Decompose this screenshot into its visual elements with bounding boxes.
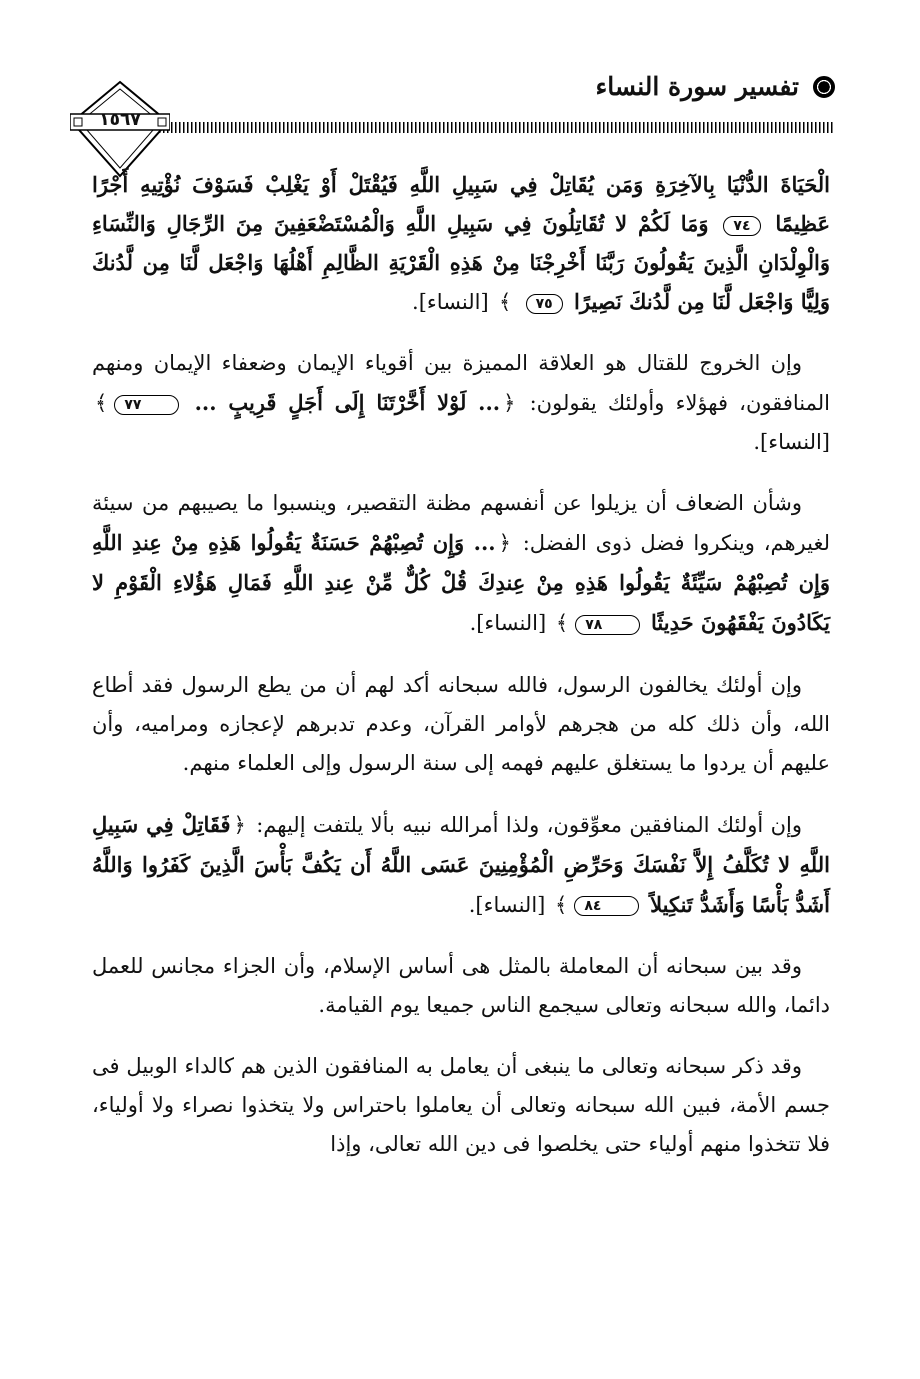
quran-verse: وَمَا لَكُمْ لا تُقَاتِلُونَ فِي سَبِيلِ اللَّهِ وَالْمُسْتَضْعَفِينَ مِنَ الرِّجَالِ وَالنِّسَاءِ وَالْوِلْدَانِ الَّذِينَ يَقُولُونَ رَبَّنَا أَخْرِجْنَا مِنْ هَذِهِ الْقَرْيَةِ الظَّالِمِ أَهْلُهَا وَاجْعَل لَّنَا مِن لَّدُنكَ وَلِيًّا وَاجْعَل لَّنَا مِن لَّدُنكَ نَصِيرًا (92, 211, 830, 315)
ayah-number-marker: ٧٤ (723, 216, 760, 236)
quran-verse: ... لَوْلا أَخَّرْتَنَا إِلَى أَجَلٍ قَرِيبٍ ... (194, 390, 501, 416)
paragraph-4 (92, 666, 830, 783)
ayah-number-marker: ٧٥ (526, 294, 563, 314)
opening-brace: ﴿ (498, 531, 511, 556)
closing-brace: ﴾ (555, 611, 569, 636)
paragraph-3 (92, 484, 830, 643)
paragraph-text: وإن أولئك يخالفون الرسول، فالله سبحانه أكد لهم أن من يطع الرسول فقد أطاع الله، وأن ذلك كله من هجرهم لأوامر القرآن، وعدم تدبرهم لإعجازه ومراميه، وأن عليهم أن يردوا ما يستغلق عليهم فهمه إلى سنة الرسول وإلى العلماء منهم. (92, 672, 830, 775)
surah-reference: [النساء]. (468, 892, 546, 917)
paragraph-1 (92, 165, 830, 322)
paragraph-text: وقد ذكر سبحانه وتعالى ما ينبغى أن يعامل به المنافقون الذين هم كالداء الوبيل فى جسم الأمة، فبين الله سبحانه وتعالى أن يعاملوا باحتراس ولا يتخذوا نصراء ولا أولياء، فلا تتخذوا منهم أولياء حتى يخلصوا فى دين الله تعالى، وإذا (92, 1053, 830, 1156)
paragraph-5 (92, 805, 830, 925)
ayah-number-marker: ٧٨ (575, 615, 640, 635)
closing-brace: ﴾ (555, 892, 568, 917)
closing-brace: ﴾ (95, 391, 108, 416)
title-row (596, 72, 835, 101)
ornament-icon (813, 76, 835, 98)
ayah-number-marker: ٨٤ (574, 896, 639, 916)
ayah-number-marker: ٧٧ (114, 395, 179, 415)
surah-reference: [النساء]. (469, 611, 547, 636)
quran-verse: فَقَاتِلْ فِي سَبِيلِ اللَّهِ لا تُكَلَّفُ إِلاَّ نَفْسَكَ وَحَرِّضِ الْمُؤْمِنِينَ عَسَى اللَّهُ أَن يَكُفَّ بَأْسَ الَّذِينَ كَفَرُوا وَاللَّهُ أَشَدُّ بَأْسًا وَأَشَدُّ تَنكِيلاً (92, 811, 830, 917)
paragraph-7 (92, 1047, 830, 1164)
surah-reference: [النساء]. (753, 430, 830, 455)
paragraph-6 (92, 947, 830, 1025)
quran-verse: الْحَيَاةَ الدُّنْيَا بِالآخِرَةِ وَمَن يُقَاتِلْ فِي سَبِيلِ اللَّهِ فَيُقْتَلْ أَوْ يَغْلِبْ فَسَوْفَ نُؤْتِيهِ أَجْرًا عَظِيمًا (92, 172, 831, 237)
opening-brace: ﴿ (503, 391, 516, 416)
page-number: ١٥٦٧ (99, 110, 141, 130)
surah-reference: [النساء]. (412, 290, 489, 315)
closing-brace: ﴾ (499, 290, 512, 315)
paragraph-text: وقد بين سبحانه أن المعاملة بالمثل هى أساس الإسلام، وأن الجزاء مجانس للعمل دائما، والله سبحانه وتعالى سيجمع الناس جميعا يوم القيامة. (92, 953, 830, 1017)
paragraph-text: وشأن الضعاف أن يزيلوا عن أنفسهم مظنة التقصير، وينسبوا ما يصيبهم من سيئة لغيرهم، وينكروا فضل ذوى الفضل: (92, 491, 830, 556)
paragraph-text: وإن أولئك المنافقين معوِّقون، ولذا أمرالله نبيه بألا يلتفت إليهم: (256, 812, 802, 837)
paragraph-text: وإن الخروج للقتال هو العلاقة المميزة بين أقوياء الإيمان وضعفاء الإيمان ومنهم المنافقون، فهؤلاء وأولئك يقولون: (92, 351, 830, 416)
page-header (60, 60, 835, 180)
running-title: تفسير سورة النساء (595, 72, 799, 101)
page-body (92, 165, 830, 1186)
quran-verse: ... وَإِن تُصِبْهُمْ حَسَنَةٌ يَقُولُوا هَذِهِ مِنْ عِندِ اللَّهِ وَإِن تُصِبْهُمْ سَيِّئَةٌ يَقُولُوا هَذِهِ مِنْ عِندِكَ قُلْ كُلٌّ مِّنْ عِندِ اللَّهِ فَمَالِ هَؤُلاءِ الْقَوْمِ لا يَكَادُونَ يَفْقَهُونَ حَدِيثًا (92, 530, 830, 636)
opening-brace: ﴿ (233, 812, 246, 837)
paragraph-2 (92, 344, 830, 462)
header-rule (155, 122, 835, 133)
